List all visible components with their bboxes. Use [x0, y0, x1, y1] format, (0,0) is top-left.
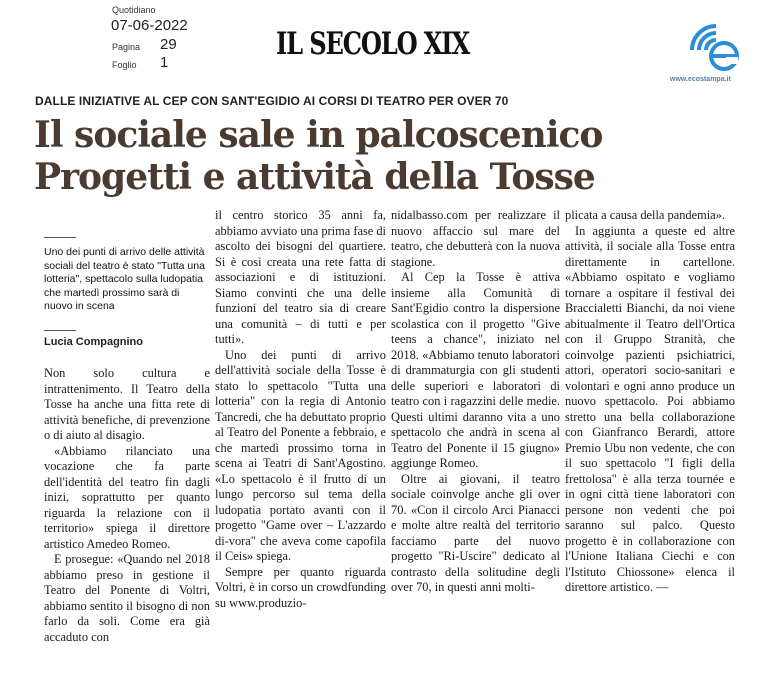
paragraph: «Abbiamo rilanciato una vocazione che fa parte dell'identità del teatro fin dagli inizi, soprattutto per quanto riguarda la relazione con il territorio» spiega il direttore artistico Amedeo Romeo.: [44, 443, 210, 551]
kicker: DALLE INIZIATIVE AL CEP CON SANT'EGIDIO AI CORSI DI TEATRO PER OVER 70: [35, 94, 509, 108]
paragraph: Al Cep la Tosse è attiva insieme alla Comunità di Sant'Egidio contro la dispersione scolastica con il progetto "Give teens a chance", iniziato nel 2018. «Abbiamo tenuto laboratori di drammaturgia con gli studenti delle superiori e laboratori di teatro con i ragazzini delle medie. Questi ultimi daranno vita a uno spettacolo che andrà in scena al Teatro del Ponente il 15 giugno» aggiunge Romeo.: [391, 270, 560, 470]
ecostampa-logo-icon: [686, 16, 746, 76]
paragraph: nidalbasso.com per realizzare il nuovo affaccio sul mare del teatro, che debutterà con la nuova stagione.: [391, 208, 560, 269]
date: 07-06-2022: [111, 17, 188, 34]
paragraph: Oltre ai giovani, il teatro sociale coinvolge anche gli over 70. «Con il circolo Arci Pianacci e molte altre realtà del territorio facciamo parte del nuovo progetto "Ri-Uscire" dedicato al contrasto della solitudine degli over 70, in questi anni molti-: [391, 471, 560, 594]
article-column-3: [391, 208, 560, 596]
source-label: Quotidiano: [112, 5, 156, 15]
masthead: IL SECOLO XIX: [276, 26, 470, 62]
page-label: Pagina: [112, 42, 141, 52]
article-column-1: [44, 366, 210, 645]
paragraph: plicata a causa della pandemia».: [565, 208, 725, 222]
paragraph: Uno dei punti di arrivo dell'attività sociale della Tosse è stato lo spettacolo "Tutta una lotteria" con la regia di Antonio Tancredi, che ha debuttato proprio al Teatro del Ponente a febbraio, e che martedì prossimo torna in scena ai Teatri di Sant'Agostino. «Lo spettacolo è il frutto di un lungo percorso sul tema della ludopatia portato avanti con il progetto "Game over – L'azzardo di-vora" che aveva come capofila il Ceis» spiega.: [215, 347, 386, 563]
headline-line-2: Progetti e attività della Tosse: [34, 156, 595, 198]
sheet-number: 1: [160, 54, 169, 71]
summary: Uno dei punti di arrivo delle attività sociali del teatro è stato "Tutta una lotteria", spettacolo sulla ludopatia che martedì prossimo sarà di nuovo in scena: [44, 246, 205, 312]
page-number: 29: [160, 36, 177, 53]
byline-rule: [44, 330, 76, 331]
paragraph: Non solo cultura e intrattenimento. Il Teatro della Tosse ha anche una fitta rete di attività benefiche, di prevenzione o di aiuto al disagio.: [44, 366, 210, 442]
sheet-label: Foglio: [112, 60, 137, 70]
site-url: www.ecostampa.it: [670, 76, 731, 83]
paragraph: Sempre per quanto riguarda Voltri, è in corso un crowdfunding su www.produzio-: [215, 564, 386, 610]
paragraph: In aggiunta a queste ed altre attività, il sociale alla Tosse entra direttamente in cartellone. «Abbiamo ospitato e vogliamo tornare a ospitare il festival dei Braccialetti Bianchi, da noi viene abitualmente il Teatro dell'Ortica con il Gruppo Stranità, che coinvolge pazienti psichiatrici, attori, operatori socio-sanitari e volontari e ogni anno produce un nuovo spettacolo. Poi abbiamo stretto una bella collaborazione con Gianfranco Berardi, attore Premio Ubu non vedente, che con il suo spettacolo "I figli della frettolosa" è alla terza tournée e in ogni città tiene laboratori con persone non vedenti che poi saranno sul palco. Questo progetto è in collaborazione con l'Unione Italiana Ciechi e con l'Istituto Chiossone» elenca il direttore artistico. —: [565, 223, 735, 594]
paragraph: E prosegue: «Quando nel 2018 abbiamo preso in gestione il Teatro del Ponente di Voltri, abbiamo sentito il bisogno di non farlo da soli. Come era già accaduto con: [44, 552, 210, 644]
article-column-4: [565, 208, 735, 596]
paragraph: il centro storico 35 anni fa, abbiamo avviato una prima fase di ascolto dei bisogni del quartiere. Si è così creata una rete fatta di associazioni e di istituzioni. Siamo convinti che una delle funzioni del teatro sia di creare una comunità – di tutti e per tutti».: [215, 208, 387, 346]
summary-top-rule: [44, 237, 76, 238]
byline: Lucia Compagnino: [44, 336, 143, 348]
article-column-2: [215, 208, 386, 611]
headline-line-1: Il sociale sale in palcoscenico: [34, 114, 603, 156]
